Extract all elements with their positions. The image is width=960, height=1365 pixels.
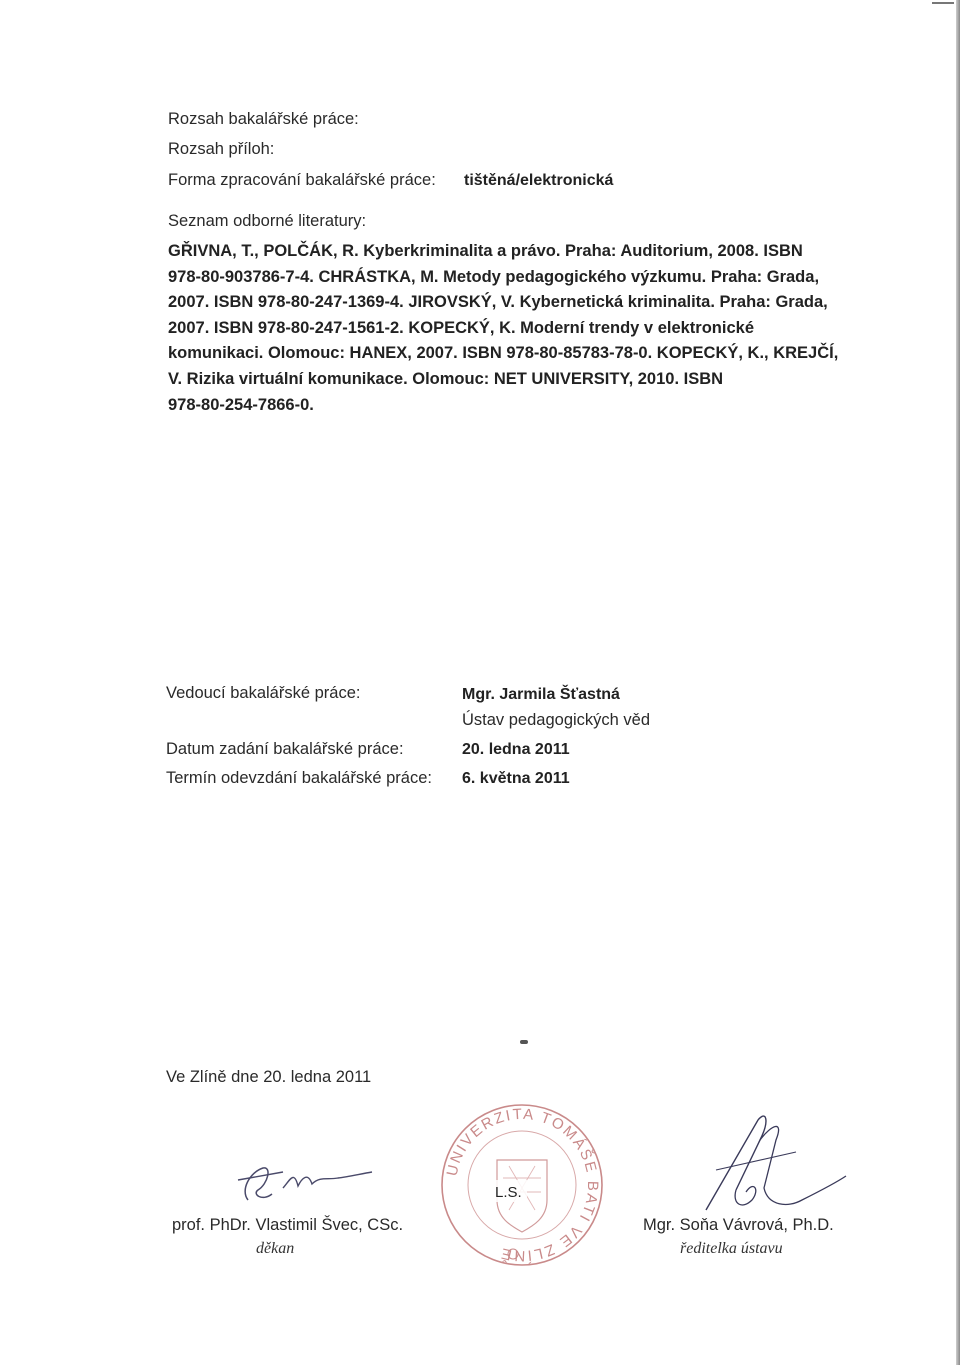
place-date: Ve Zlíně dne 20. ledna 2011	[166, 1068, 372, 1086]
rozsah-prace-label: Rozsah bakalářské práce:	[168, 110, 359, 128]
assigned-date-label: Datum zadání bakalářské práce:	[166, 740, 404, 758]
literature-line: 2007. ISBN 978-80-247-1369-4. JIROVSKÝ, V. Kybernetická kriminalita. Praha: Grada,	[168, 293, 828, 312]
literature-line: komunikaci. Olomouc: HANEX, 2007. ISBN 978-80-85783-78-0. KOPECKÝ, K., KREJČÍ,	[168, 344, 839, 363]
literature-line: GŘIVNA, T., POLČÁK, R. Kyberkriminalita a právo. Praha: Auditorium, 2008. ISBN	[168, 242, 803, 260]
dean-signature-icon	[228, 1150, 378, 1210]
supervisor-name: Mgr. Jarmila Šťastná	[462, 686, 620, 703]
director-signature-icon	[676, 1110, 856, 1220]
rozsah-priloh-label: Rozsah příloh:	[168, 140, 275, 158]
literature-line: 978-80-903786-7-4. CHRÁSTKA, M. Metody pedagogického výzkumu. Praha: Grada,	[168, 267, 820, 286]
dean-name: prof. PhDr. Vlastimil Švec, CSc.	[172, 1216, 404, 1234]
assigned-date-value: 20. ledna 2011	[462, 741, 570, 758]
supervisor-label: Vedoucí bakalářské práce:	[166, 684, 361, 702]
scan-mark	[932, 2, 954, 4]
stamp-ring-text: UNIVERZITA TOMÁŠE BATI VE ZLÍNĚ	[443, 1105, 602, 1265]
forma-value: tištěná/elektronická	[464, 172, 614, 189]
stamp-ls: L.S.	[495, 1184, 522, 1201]
dean-role: děkan	[256, 1240, 295, 1257]
literature-line: 2007. ISBN 978-80-247-1561-2. KOPECKÝ, K. Moderní trendy v elektronické	[168, 318, 754, 337]
literature-list	[168, 239, 858, 418]
director-role: ředitelka ústavu	[680, 1240, 783, 1257]
literature-line: 978-80-254-7866-0.	[168, 395, 314, 414]
supervisor-institute: Ústav pedagogických věd	[462, 711, 651, 729]
due-date-value: 6. května 2011	[462, 770, 570, 787]
literature-heading: Seznam odborné literatury:	[168, 212, 367, 230]
scan-dot	[520, 1040, 528, 1044]
literature-line: V. Rizika virtuální komunikace. Olomouc: NET UNIVERSITY, 2010. ISBN	[168, 369, 724, 388]
scan-edge	[956, 0, 960, 1365]
due-date-label: Termín odevzdání bakalářské práce:	[166, 769, 432, 787]
university-stamp-icon	[437, 1100, 607, 1270]
director-name: Mgr. Soňa Vávrová, Ph.D.	[643, 1216, 834, 1234]
forma-label: Forma zpracování bakalářské práce:	[168, 171, 436, 189]
